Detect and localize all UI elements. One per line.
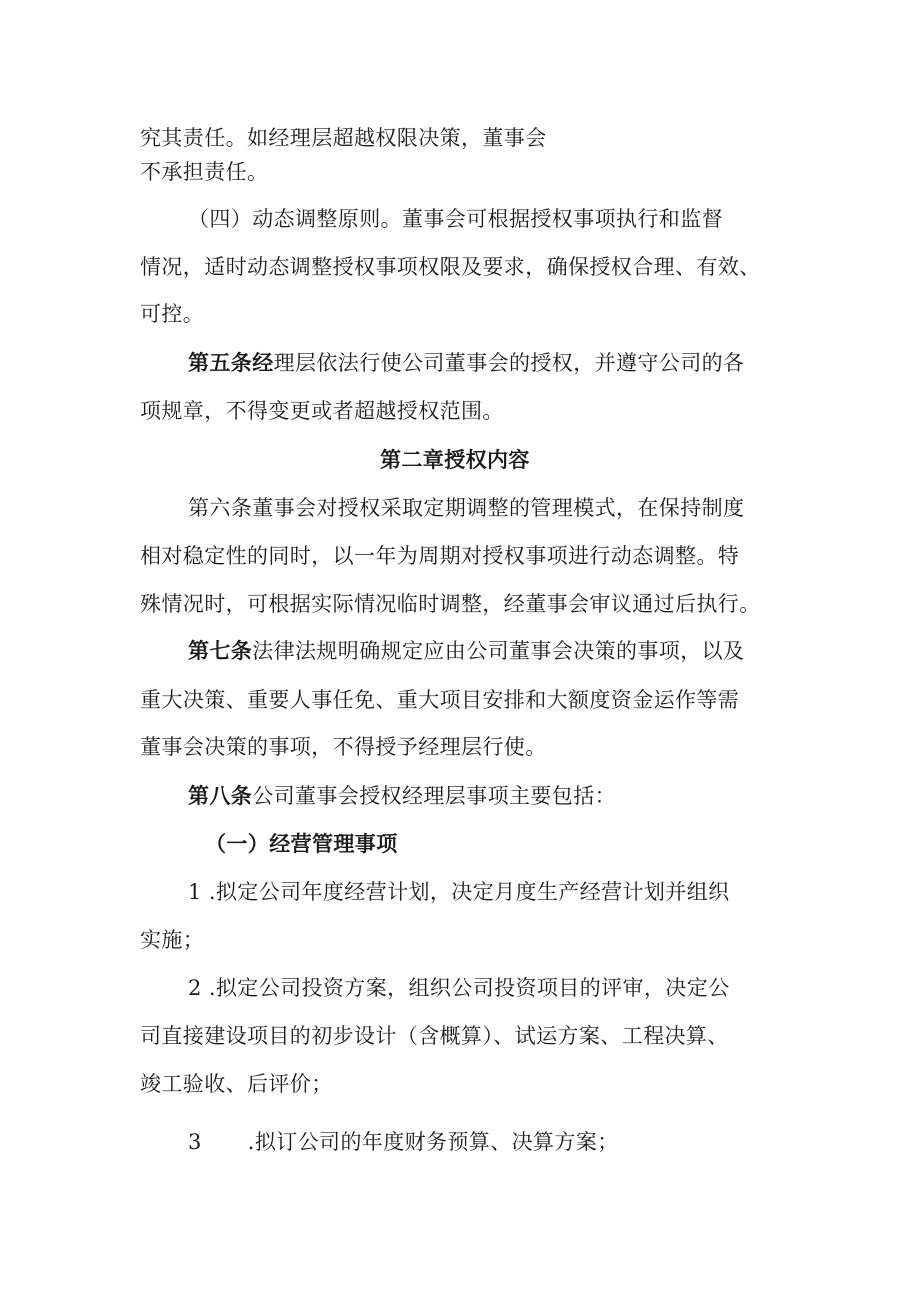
list-item-line: 1 .拟定公司年度经营计划，决定月度生产经营计划并组织 xyxy=(188,880,730,904)
paragraph-line: 情况，适时动态调整授权事项权限及要求，确保授权合理、有效、 xyxy=(140,255,761,279)
paragraph-line: 第六条董事会对授权采取定期调整的管理模式，在保持制度 xyxy=(188,496,745,520)
paragraph-line: 董事会决策的事项，不得授予经理层行使。 xyxy=(140,735,547,759)
article-text: 法律法规明确规定应由公司董事会决策的事项，以及 xyxy=(252,639,745,663)
article-5-line xyxy=(188,348,744,378)
list-item-line xyxy=(188,1127,619,1157)
article-label: 第五条经 xyxy=(188,351,274,375)
article-label: 第八条 xyxy=(188,784,253,808)
list-item-line: 实施； xyxy=(140,928,205,952)
paragraph-line: 重大决策、重要人事任免、重大项目安排和大额度资金运作等需 xyxy=(140,688,740,712)
paragraph-line: 究其责任。如经理层超越权限决策，董事会 xyxy=(140,126,547,150)
section-heading: （一）经营管理事项 xyxy=(205,832,398,856)
list-item-line: 竣工验收、后评价； xyxy=(140,1072,333,1096)
article-text: 理层依法行使公司董事会的授权，并遵守公司的各 xyxy=(273,351,745,375)
article-8-line xyxy=(188,781,616,811)
list-item-number: 3 xyxy=(188,1130,202,1154)
chapter-heading: 第二章授权内容 xyxy=(380,448,530,472)
list-item-text: .拟订公司的年度财务预算、决算方案； xyxy=(247,1130,619,1154)
paragraph-line: 殊情况时，可根据实际情况临时调整，经董事会审议通过后执行。 xyxy=(140,592,761,616)
paragraph-line: 不承担责任。 xyxy=(140,160,269,184)
paragraph-line: （四）动态调整原则。董事会可根据授权事项执行和监督 xyxy=(188,207,723,231)
paragraph-line: 可控。 xyxy=(140,302,205,326)
paragraph-line: 项规章，不得变更或者超越授权范围。 xyxy=(140,399,504,423)
list-item-line: 2 .拟定公司投资方案，组织公司投资项目的评审，决定公 xyxy=(188,976,730,1000)
paragraph-line: 相对稳定性的同时，以一年为周期对授权事项进行动态调整。特 xyxy=(140,544,740,568)
article-label: 第七条 xyxy=(188,639,253,663)
article-7-line xyxy=(188,636,744,666)
list-item-line: 司直接建设项目的初步设计（含概算）、试运方案、工程决算、 xyxy=(140,1024,729,1048)
article-text: 公司董事会授权经理层事项主要包括： xyxy=(252,784,617,808)
